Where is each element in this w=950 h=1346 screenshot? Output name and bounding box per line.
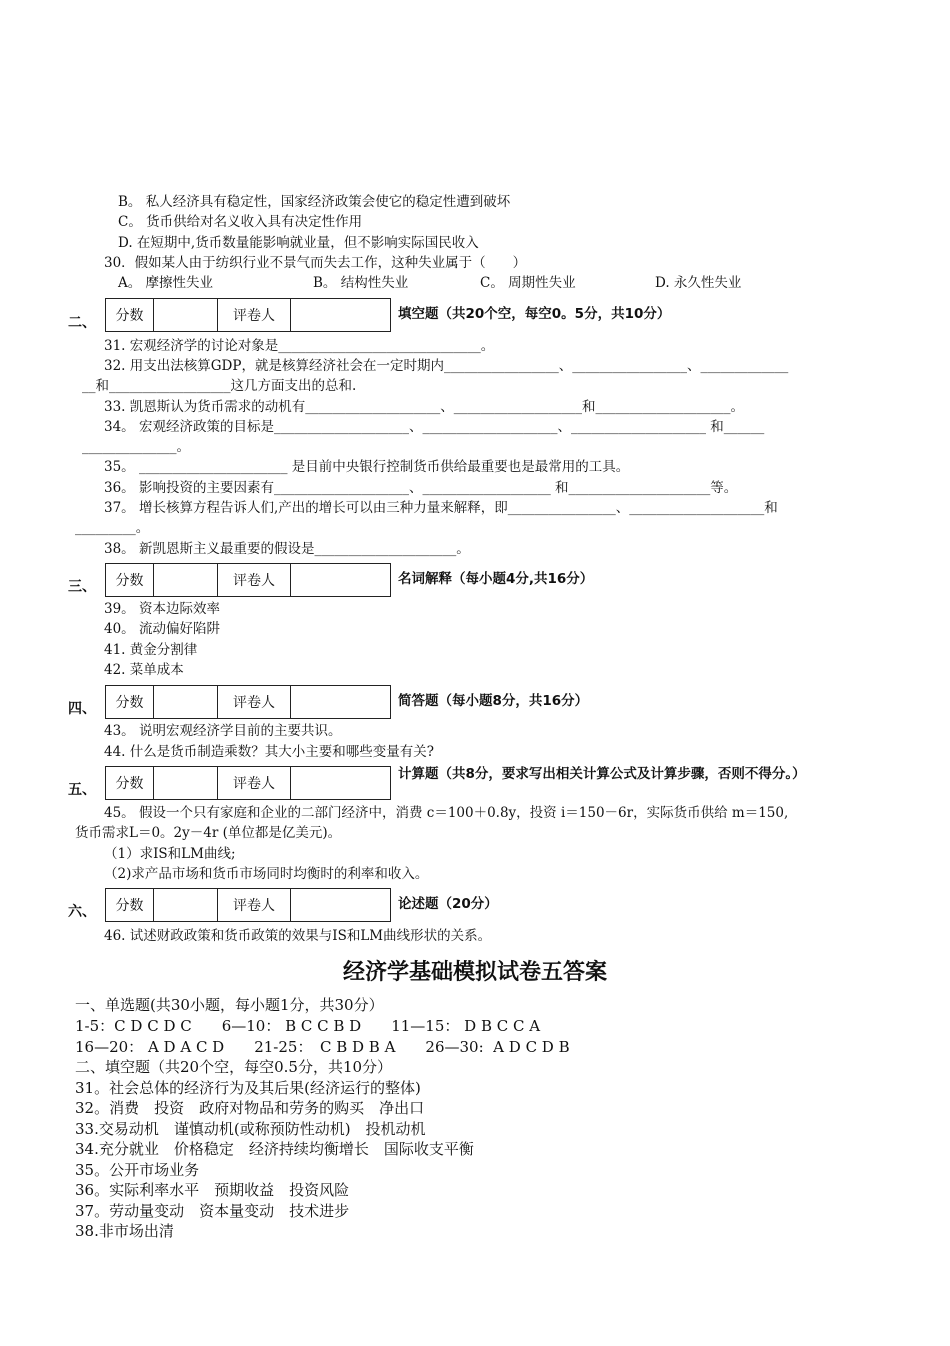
section-5-number: 五、 <box>68 782 96 798</box>
answer-line: 32。消费 投资 政府对物品和劳务的购买 净出口 <box>75 1099 425 1117</box>
section-5-desc: 计算题（共8分，要求写出相关计算公式及计算步骤，否则不得分。） <box>398 766 806 782</box>
section-3-desc: 名词解释（每小题4分,共16分） <box>398 571 594 587</box>
answer-line: 1-5：C D C D C 6—10： B C C B D 11—15： D B C C A <box>75 1017 541 1035</box>
score-label: 分数 <box>106 767 154 799</box>
answer-line: 36。实际利率水平 预期收益 投资风险 <box>75 1181 350 1199</box>
q32: 32. 用支出法核算GDP，就是核算经济社会在一定时期内_________________、_________________、_____________ <box>104 358 789 374</box>
answer-line: 一、单选题(共30小题，每小题1分，共30分） <box>75 996 384 1014</box>
grader-label: 评卷人 <box>218 686 291 718</box>
score-cell <box>154 564 218 596</box>
answer-line: 31。社会总体的经济行为及其后果(经济运行的整体) <box>75 1079 421 1097</box>
section-3-number: 三、 <box>68 579 96 595</box>
score-cell <box>154 299 218 331</box>
score-box-3 <box>105 563 391 597</box>
q34-cont: ______________。 <box>82 439 190 455</box>
grader-cell <box>291 299 390 331</box>
q30-stem: 30．假如某人由于纺织行业不景气而失去工作，这种失业属于（ ） <box>104 255 527 271</box>
section-2-number: 二、 <box>68 315 96 331</box>
answer-line: 33.交易动机 谨慎动机(或称预防性动机) 投机动机 <box>75 1120 426 1138</box>
q42: 42. 菜单成本 <box>104 662 184 678</box>
grader-cell <box>291 564 390 596</box>
score-box-2 <box>105 298 391 332</box>
answer-line: 16—20： A D A C D 21-25： C B D B A 26—30: A D C D B <box>75 1038 570 1056</box>
score-box-4 <box>105 685 391 719</box>
q37-cont: _________。 <box>75 520 150 536</box>
q34: 34。 宏观经济政策的目标是____________________、____________________、____________________ 和______ <box>104 419 765 435</box>
score-box-6 <box>105 888 391 922</box>
score-cell <box>154 767 218 799</box>
q30-option-b: B。 结构性失业 <box>313 275 409 291</box>
q38: 38。 新凯恩斯主义最重要的假设是_____________________。 <box>104 541 470 557</box>
grader-label: 评卷人 <box>218 889 291 921</box>
q45-line1: 45。 假设一个只有家庭和企业的二部门经济中，消费 c＝100＋0.8y，投资 i＝150－6r，实际货币供给 m＝150, <box>104 805 789 821</box>
q36: 36。 影响投资的主要因素有____________________、___________________ 和_____________________等。 <box>104 480 738 496</box>
q46: 46. 试述财政政策和货币政策的效果与IS和LM曲线形状的关系。 <box>104 928 492 944</box>
q37: 37。 增长核算方程告诉人们,产出的增长可以由三种力量来解释，即________________、____________________和 <box>104 500 778 516</box>
score-cell <box>154 686 218 718</box>
answer-title: 经济学基础模拟试卷五答案 <box>342 960 607 985</box>
q29-option-d: D. 在短期中,货币数量能影响就业量，但不影响实际国民收入 <box>118 235 479 251</box>
score-label: 分数 <box>106 889 154 921</box>
q39: 39。 资本边际效率 <box>104 601 220 617</box>
section-6-desc: 论述题（20分） <box>398 896 498 912</box>
score-label: 分数 <box>106 299 154 331</box>
q30-option-a: A。 摩擦性失业 <box>118 275 214 291</box>
grader-cell <box>291 889 390 921</box>
q45-line2: 货币需求L＝0。2y－4r (单位都是亿美元)。 <box>75 825 342 841</box>
q31: 31. 宏观经济学的讨论对象是______________________________。 <box>104 338 495 354</box>
score-cell <box>154 889 218 921</box>
section-2-desc: 填空题（共20个空，每空0。5分，共10分） <box>398 306 671 322</box>
grader-label: 评卷人 <box>218 564 291 596</box>
q33: 33. 凯恩斯认为货币需求的动机有____________________、___________________和____________________。 <box>104 399 745 415</box>
q29-option-c: C。 货币供给对名义收入具有决定性作用 <box>118 214 363 230</box>
q30-option-d: D. 永久性失业 <box>655 275 742 291</box>
section-4-number: 四、 <box>68 701 96 717</box>
q44: 44. 什么是货币制造乘数？其大小主要和哪些变量有关? <box>104 744 434 760</box>
grader-cell <box>291 767 390 799</box>
answer-line: 二、填空题（共20个空，每空0.5分，共10分） <box>75 1058 393 1076</box>
q30-option-c: C。 周期性失业 <box>480 275 576 291</box>
grader-label: 评卷人 <box>218 767 291 799</box>
q43: 43。 说明宏观经济学目前的主要共识。 <box>104 723 342 739</box>
score-label: 分数 <box>106 686 154 718</box>
q40: 40。 流动偏好陷阱 <box>104 621 220 637</box>
grader-label: 评卷人 <box>218 299 291 331</box>
answer-line: 37。劳动量变动 资本量变动 技术进步 <box>75 1202 350 1220</box>
section-6-number: 六、 <box>68 904 96 920</box>
q45-part2: （2)求产品市场和货币市场同时均衡时的利率和收入。 <box>104 866 429 882</box>
section-4-desc: 简答题（每小题8分，共16分） <box>398 693 589 709</box>
answer-line: 38.非市场出清 <box>75 1222 174 1240</box>
answer-line: 34.充分就业 价格稳定 经济持续均衡增长 国际收支平衡 <box>75 1140 474 1158</box>
q29-option-b: B。 私人经济具有稳定性，国家经济政策会使它的稳定性遭到破坏 <box>118 194 511 210</box>
score-box-5 <box>105 766 391 800</box>
answer-line: 35。公开市场业务 <box>75 1161 200 1179</box>
grader-cell <box>291 686 390 718</box>
score-label: 分数 <box>106 564 154 596</box>
q32-cont: __和__________________这几方面支出的总和. <box>82 378 357 394</box>
q45-part1: （1）求IS和LM曲线; <box>104 846 236 862</box>
q41: 41. 黄金分割律 <box>104 642 198 658</box>
q35: 35。 ______________________ 是目前中央银行控制货币供给最重要也是最常用的工具。 <box>104 459 630 475</box>
